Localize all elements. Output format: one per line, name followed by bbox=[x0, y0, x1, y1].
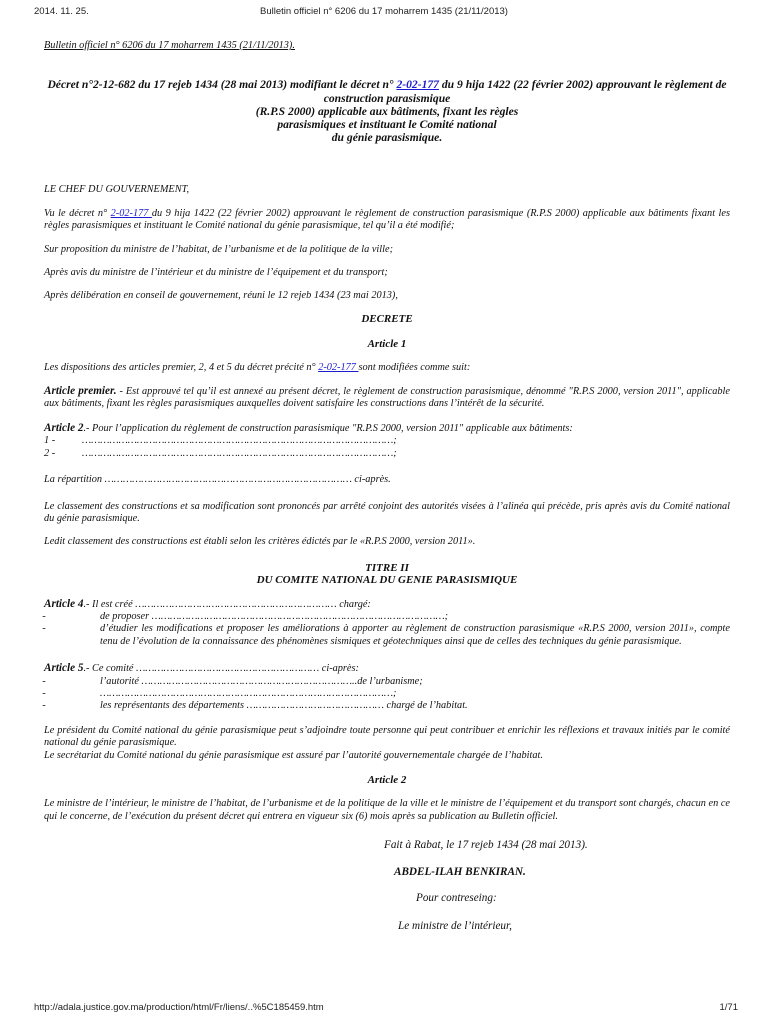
decree-document bbox=[44, 40, 730, 933]
article-4-text: .- Il est créé ………………………………………………………… chargé: bbox=[83, 598, 371, 610]
article-2-item-2 bbox=[44, 448, 730, 460]
item-2-number: 2 - bbox=[44, 447, 56, 459]
article-4-bullet-1 bbox=[44, 611, 730, 623]
decree-title-line-3: parasismiques et instituant le Comité national bbox=[277, 118, 497, 132]
article-2-final-heading: Article 2 bbox=[367, 774, 407, 787]
article-1-heading: Article 1 bbox=[367, 338, 407, 351]
contreseing: Pour contreseing: bbox=[416, 892, 497, 905]
fait-a-rabat: Fait à Rabat, le 17 rejeb 1434 (28 mai 2013). bbox=[384, 839, 588, 852]
decree-title-text-1: Décret n°2-12-682 du 17 rejeb 1434 (28 mai 2013) modifiant le décret n° bbox=[47, 78, 394, 92]
article-2-label: Article 2 bbox=[44, 421, 84, 434]
article-premier-label: Article premier. bbox=[44, 385, 117, 398]
article-1-text-2: sont modifiées comme suit: bbox=[358, 361, 471, 373]
vu-paragraph bbox=[44, 208, 730, 233]
article-2-final-text: Le ministre de l’intérieur, le ministre de l’habitat, de l’urbanisme et de la politique de la ville et le ministre de l’équipement et du transport sont chargés, chacun en ce qui le concerne, de l’exécution du présent décret qui entrera en vigueur six (6) mois après sa publication au Bulletin officiel. bbox=[44, 798, 730, 822]
article-5-text: .- Ce comité …………………………………………………… ci-après: bbox=[83, 663, 359, 675]
item-1-number: 1 - bbox=[44, 435, 56, 447]
ledit-paragraph: Ledit classement des constructions est établi selon les critères édictés par le «R.P.S 2000, version 2011». bbox=[44, 536, 476, 548]
classement-paragraph: Le classement des constructions et sa modification sont prononcés par arrêté conjoint des autorités visées à l’alinéa qui précède, pris après avis du Comité national du génie parasismique. bbox=[44, 500, 730, 524]
article-4-bullet-2-text: d’étudier les modifications et proposer les améliorations à apporter au règlement de construction parasismique «R.P.S 2000, version 2011», compte tenu de l’évolution de la connaissance des phénomènes sismiques et géotechniques ainsi que de celles des techniques du génie parasismique. bbox=[100, 623, 730, 647]
article-4-bullet-2 bbox=[44, 623, 730, 648]
article-4-paragraph bbox=[44, 598, 730, 611]
article-5-bullet-1 bbox=[44, 676, 730, 688]
avis-paragraph: Après avis du ministre de l’intérieur et du ministre de l’équipement et du transport; bbox=[44, 267, 388, 279]
bullet-dash: - bbox=[42, 610, 46, 622]
decree-title-text-2: du 9 hija 1422 (22 février 2002) approuvant le règlement de construction parasismique bbox=[323, 78, 727, 105]
decree-title-line-2: (R.P.S 2000) applicable aux bâtiments, fixant les règles bbox=[255, 104, 519, 118]
vu-text-2: du 9 hija 1422 (22 février 2002) approuvant le règlement de construction parasismique (R.P.S 2000) applicable aux bâtiments fixant les règles parasismiques et instituant le Comité national du génie parasismique, tel qu’il a été modifié; bbox=[44, 207, 730, 232]
article-1-text bbox=[44, 362, 730, 374]
decree-title bbox=[44, 78, 730, 144]
titre-ii-subheading: DU COMITE NATIONAL DU GENIE PARASISMIQUE bbox=[256, 574, 518, 587]
article-4-bullet-1-text: de proposer ……………………………………………………………………………………; bbox=[100, 610, 449, 622]
signature: ABDEL-ILAH BENKIRAN. bbox=[394, 865, 526, 878]
print-date: 2014. 11. 25. bbox=[34, 6, 89, 17]
article-5-paragraph bbox=[44, 662, 730, 675]
decree-title-line-4: du génie parasismique. bbox=[331, 131, 443, 145]
bullet-dash: - bbox=[42, 687, 46, 699]
article-premier-paragraph bbox=[44, 385, 730, 411]
bullet-dash: - bbox=[42, 675, 46, 687]
article-1-decree-link[interactable]: 2-02-177 bbox=[318, 361, 359, 373]
page-number: 1/71 bbox=[719, 1002, 738, 1013]
article-5-bullet-2 bbox=[44, 688, 730, 700]
item-1-text: …………………………………………………………………………………………; bbox=[82, 435, 397, 447]
bullet-dash: - bbox=[42, 623, 46, 635]
president-paragraph: Le président du Comité national du génie parasismique peut s’adjoindre toute personne qui peut contribuer et enrichir les réflexions et travaux initiés par le comité national du génie parasismique. bbox=[44, 724, 730, 749]
repartition-paragraph: La répartition ……………………………………………………………………… ci-après. bbox=[44, 474, 391, 486]
print-url: http://adala.justice.gov.ma/production/html/Fr/liens/..%5C185459.htm bbox=[34, 1002, 324, 1013]
article-2-text: .- Pour l’application du règlement de construction parasismique "R.P.S 2000, version 2011" applicable aux bâtiments: bbox=[83, 422, 573, 434]
article-5-label: Article 5 bbox=[44, 662, 84, 675]
article-1-text-1: Les dispositions des articles premier, 2, 4 et 5 du décret précité n° bbox=[44, 361, 319, 373]
article-premier-text: - Est approuvé tel qu’il est annexé au présent décret, le règlement de construction parasismique, dénommé "R.P.S 2000, version 2011", applicable aux bâtiments, fixant les règles parasismiques auxquelles doivent satisfaire les constructions dans l’intérêt de la sécurité. bbox=[44, 386, 730, 410]
deliberation-paragraph: Après délibération en conseil de gouvernement, réuni le 12 rejeb 1434 (23 mai 2013), bbox=[44, 290, 398, 302]
secretariat-paragraph: Le secrétariat du Comité national du génie parasismique est assuré par l’autorité gouvernementale chargée de l’habitat. bbox=[44, 749, 543, 761]
vu-decree-link[interactable]: 2-02-177 bbox=[110, 207, 152, 219]
print-footer bbox=[0, 1002, 768, 1016]
ministre-interieur: Le ministre de l’intérieur, bbox=[398, 920, 512, 933]
bullet-dash: - bbox=[42, 700, 46, 712]
decree-link[interactable]: 2-02-177 bbox=[396, 78, 439, 92]
article-5-bullet-1-text: l’autorité ……………………………………………………………..de l’urbanisme; bbox=[100, 675, 423, 687]
proposition-paragraph: Sur proposition du ministre de l’habitat, de l’urbanisme et de la politique de la ville; bbox=[44, 243, 394, 255]
article-2-item-1 bbox=[44, 435, 730, 447]
decrete-heading: DECRETE bbox=[361, 312, 413, 325]
vu-text-1: Vu le décret n° bbox=[44, 207, 111, 219]
article-4-label: Article 4 bbox=[44, 597, 84, 610]
item-2-text: …………………………………………………………………………………………; bbox=[82, 447, 397, 459]
article-2-paragraph bbox=[44, 422, 730, 435]
print-title: Bulletin officiel n° 6206 du 17 moharrem 1435 (21/11/2013) bbox=[260, 6, 508, 17]
print-header bbox=[0, 6, 768, 20]
article-5-bullet-2-text: ……………………………………………………………………………………; bbox=[100, 687, 397, 699]
titre-ii-heading: TITRE II bbox=[365, 561, 409, 574]
article-5-bullet-3-text: les représentants des départements ……………………………………… chargé de l’habitat. bbox=[100, 700, 468, 712]
article-5-bullet-3 bbox=[44, 700, 730, 712]
chef-gouvernement: LE CHEF DU GOUVERNEMENT, bbox=[44, 184, 190, 196]
bulletin-reference: Bulletin officiel n° 6206 du 17 moharrem 1435 (21/11/2013). bbox=[44, 40, 295, 51]
